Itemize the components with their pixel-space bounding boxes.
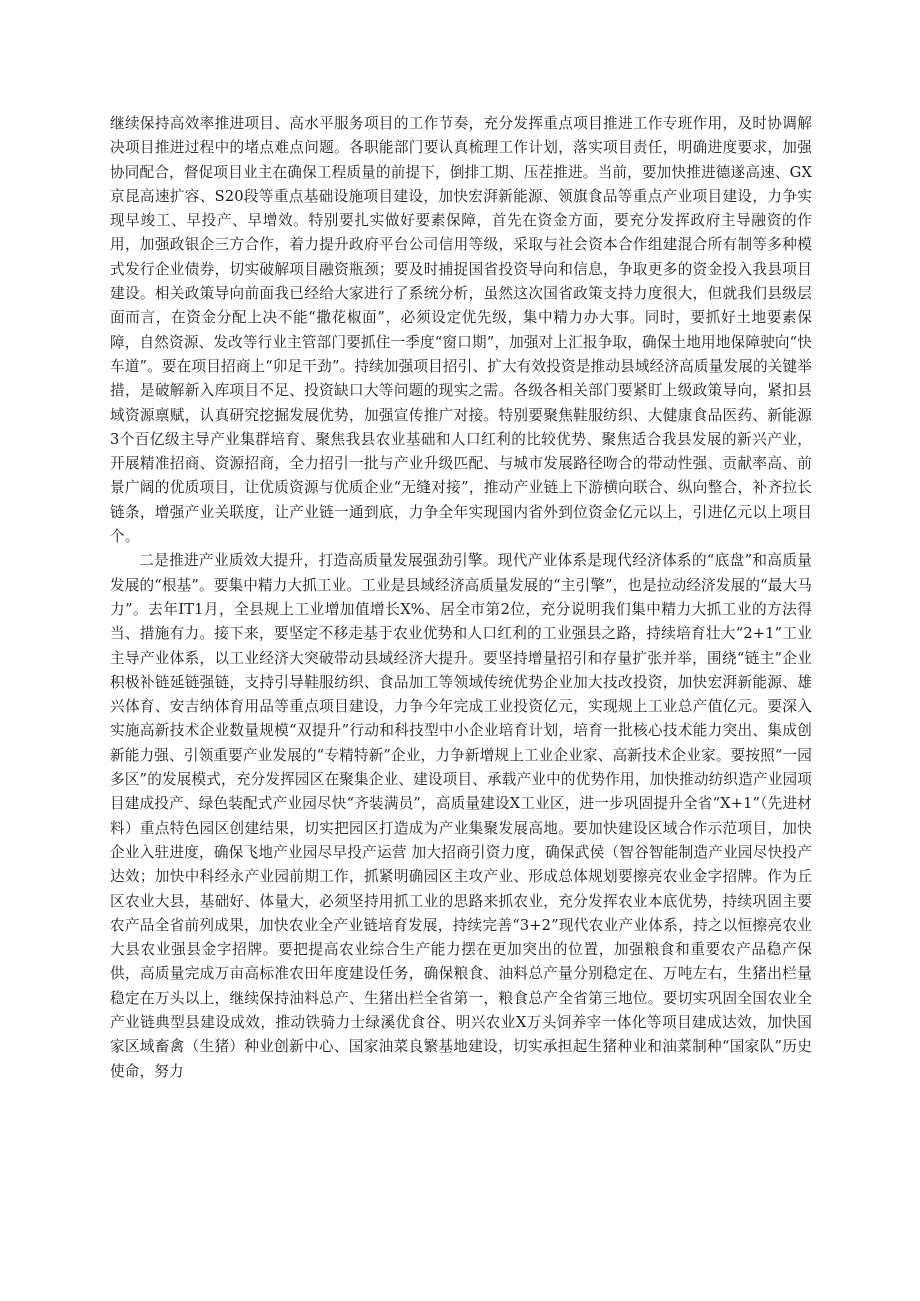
- body-paragraph-1: 继续保持高效率推进项目、高水平服务项目的工作节奏，充分发挥重点项目推进工作专班作用，及时协调解决项目推进过程中的堵点难点问题。各职能部门要认真梳理工作计划，落实项目责任，明确进度要求，加强协同配合，督促项目业主在确保工程质量的前提下，倒排工期、压茬推进。当前，要加快推进德遂高速、GX京昆高速扩容、S20段等重点基础设施项目建设，加快宏湃新能源、领旗食品等重点产业项目建设，力争实现早竣工、早投产、早增效。特别要扎实做好要素保障，首先在资金方面，要充分发挥政府主导融资的作用，加强政银企三方合作，着力提升政府平台公司信用等级，采取与社会资本合作组建混合所有制等多种模式发行企业债券，切实破解项目融资瓶颈；要及时捕捉国省投资导向和信息，争取更多的资金投入我县项目建设。相关政策导向前面我已经给大家进行了系统分析，虽然这次国省政策支持力度很大，但就我们县级层面而言，在资金分配上决不能“撒花椒面”，必须设定优先级，集中精力办大事。同时，要抓好土地要素保障，自然资源、发改等行业主管部门要抓住一季度“窗口期”，加强对上汇报争取，确保土地用地保障驶向“快车道”。要在项目招商上“卯足干劲”。持续加强项目招引、扩大有效投资是推动县域经济高质量发展的关键举措，是破解新入库项目不足、投资缺口大等问题的现实之需。各级各相关部门要紧盯上级政策导向，紧扣县域资源禀赋，认真研究挖掘发展优势，加强宣传推广对接。特别要聚焦鞋服纺织、大健康食品医药、新能源3个百亿级主导产业集群培育、聚焦我县农业基础和人口红利的比较优势、聚焦适合我县发展的新兴产业，开展精准招商、资源招商，全力招引一批与产业升级匹配、与城市发展路径吻合的带动性强、贡献率高、前景广阔的优质项目，让优质资源与优质企业“无缝对接”，推动产业链上下游横向联合、纵向整合，补齐拉长链条，增强产业关联度，让产业链一通到底，力争全年实现国内省外到位资金亿元以上，引进亿元以上项目个。: [110, 115, 812, 546]
- body-paragraph-2: 二是推进产业质效大提升，打造高质量发展强劲引擎。现代产业体系是现代经济体系的“底盘”和高质量发展的“根基”。要集中精力大抓工业。工业是县域经济高质量发展的“主引擎”，也是拉动经济发展的“最大马力”。去年IT1月，全县规上工业增加值增长X%、居全市第2位，充分说明我们集中精力大抓工业的方法得当、措施有力。接下来，要坚定不移走基于农业优势和人口红利的工业强县之路，持续培育壮大“2+1”工业主导产业体系，以工业经济大突破带动县域经济大提升。要坚持增量招引和存量扩张并举，围绕“链主”企业积极补链延链强链，支持引导鞋服纺织、食品加工等领域传统优势企业加大技改投资，加快宏湃新能源、雄兴体育、安吉纳体育用品等重点项目建设，力争今年完成工业投资亿元，实现规上工业总产值亿元。要深入实施高新技术企业数量规模“双提升”行动和科技型中小企业培育计划，培育一批核心技术能力突出、集成创新能力强、引领重要产业发展的“专精特新”企业，力争新增规上工业企业家、高新技术企业家。要按照“一园多区”的发展模式，充分发挥园区在聚集企业、建设项目、承载产业中的优势作用，加快推动纺织造产业园项目建成投产、绿色装配式产业园尽快“齐装满员”，高质量建设X工业区，进一步巩固提升全省“X+1”（先进材料）重点特色园区创建结果，切实把园区打造成为产业集聚发展高地。要加快建设区域合作示范项目，加快企业入驻进度，确保飞地产业园尽早投产运营 加大招商引资力度，确保武侯（智谷智能制造产业园尽快投产达效；加快中科经永产业园前期工作，抓紧明确园区主攻产业、形成总体规划要擦亮农业金字招牌。作为丘区农业大县，基础好、体量大，必须坚持用抓工业的思路来抓农业，充分发挥农业本底优势，持续巩固主要农产品全省前列成果，加快农业全产业链培育发展，持续完善“3+2”现代农业产业体系，持之以恒擦亮农业大县农业强县金字招牌。要把提高农业综合生产能力摆在更加突出的位置，加强粮食和重要农产品稳产保供，高质量完成万亩高标准农田年度建设任务，确保粮食、油料总产量分别稳定在、万吨左右，生猪出栏量稳定在万头以上，继续保持油料总产、生猪出栏全省第一，粮食总产全省第三地位。要切实巩固全国农业全产业链典型县建设成效，推动铁骑力士绿溪优食谷、明兴农业X万头饲养宰一体化等项目建成达效，加快国家区域畜禽（生猪）种业创新中心、国家油菜良繁基地建设，切实承担起生猪种业和油菜制种“国家队”历史使命，努力: [110, 552, 812, 1080]
